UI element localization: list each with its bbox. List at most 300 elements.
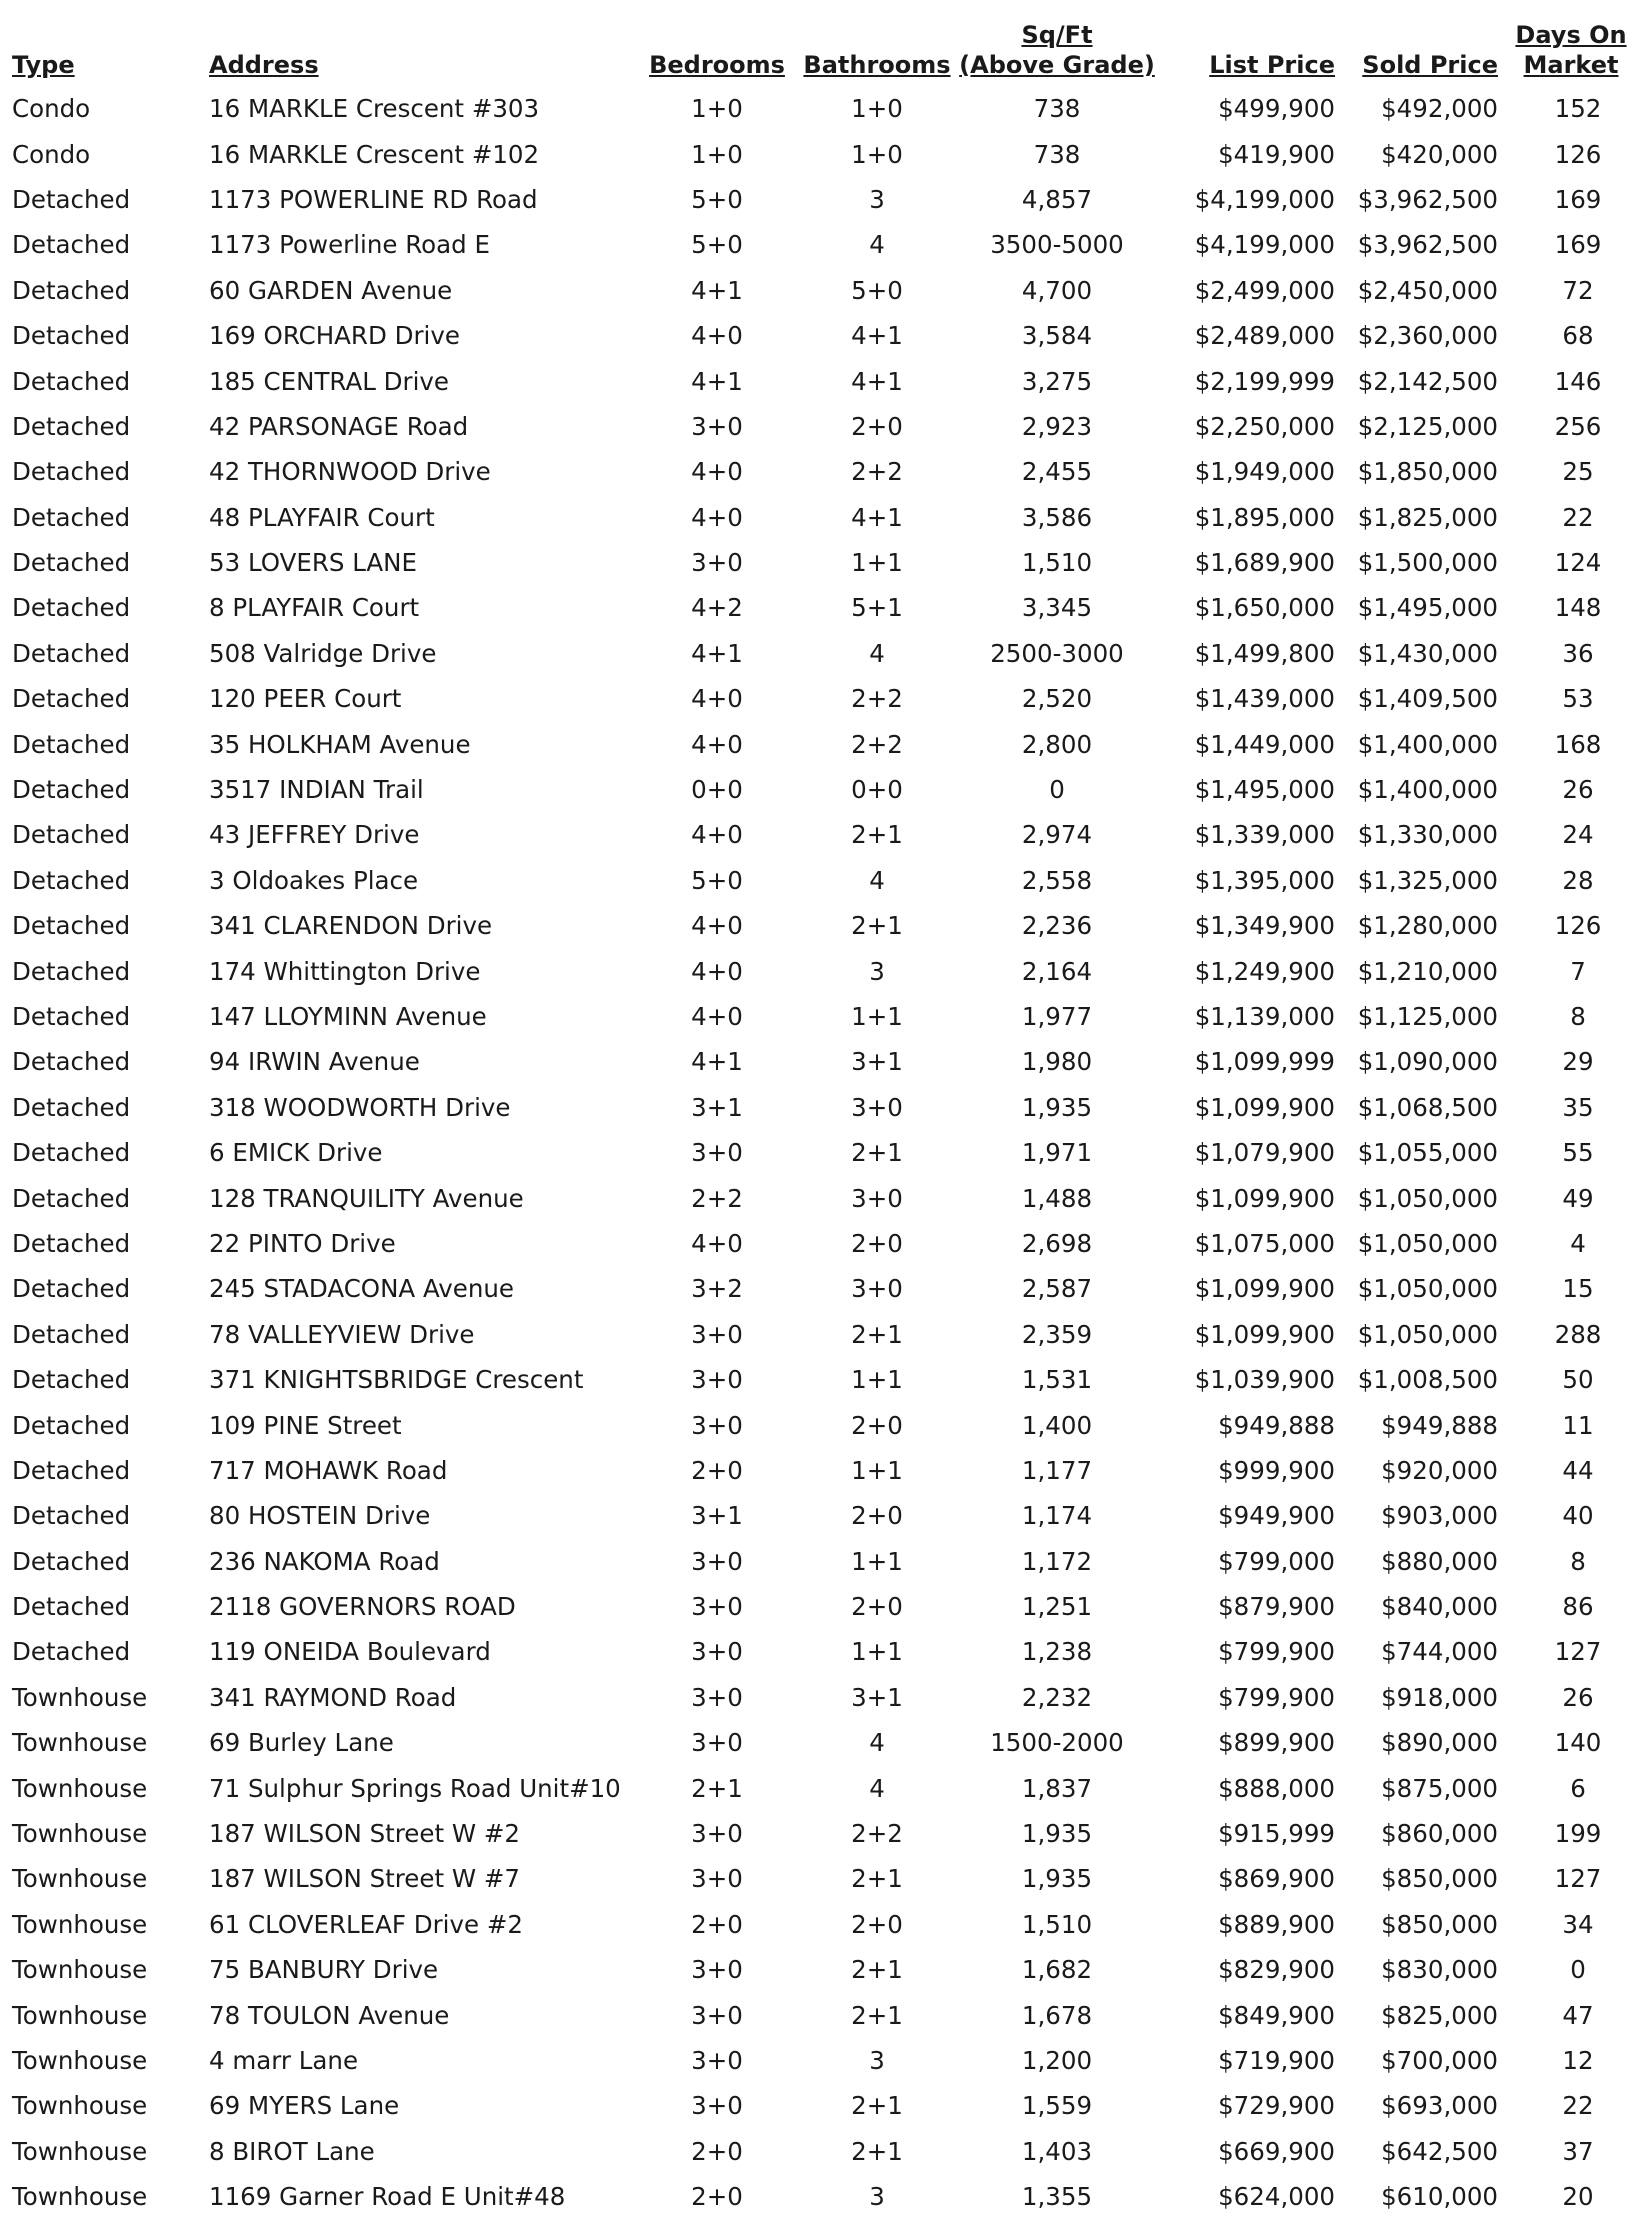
cell-days-on-market: 72 [1562,275,1594,305]
cell-bedrooms: 4+0 [691,820,743,850]
cell-list-price: $799,900 [1218,1682,1335,1712]
cell-list-price: $1,499,800 [1194,638,1335,668]
table-row [12,540,1644,585]
cell-days-on-market: 26 [1562,1682,1594,1712]
cell-address: 69 MYERS Lane [209,2091,400,2121]
cell-bedrooms: 5+0 [691,230,743,260]
cell-list-price: $888,000 [1218,1773,1335,1803]
cell-list-price: $869,900 [1218,1864,1335,1894]
table-row [12,903,1644,948]
cell-list-price: $1,439,000 [1194,684,1335,714]
cell-type: Detached [12,1002,131,1031]
header-sqft-line2: (Above Grade) [959,51,1155,79]
cell-list-price: $729,900 [1218,2091,1335,2121]
cell-sold-price: $2,142,500 [1357,366,1498,396]
cell-address: 119 ONEIDA Boulevard [209,1637,491,1667]
header-list-price-label: List Price [1209,51,1335,79]
cell-bedrooms: 3+0 [691,1365,743,1395]
cell-address: 42 PARSONAGE Road [209,411,469,441]
table-row [12,676,1644,721]
cell-days-on-market: 11 [1562,1410,1594,1440]
cell-sqft: 1,403 [1021,2136,1093,2166]
table-row [12,1720,1644,1765]
cell-type: Detached [12,1410,131,1440]
cell-bathrooms: 1+1 [851,548,903,578]
cell-list-price: $2,499,000 [1194,275,1335,305]
cell-list-price: $889,900 [1218,1909,1335,1939]
cell-list-price: $829,900 [1218,1955,1335,1985]
sales-table [12,20,1644,2219]
table-row [12,86,1644,131]
cell-sqft: 1,488 [1021,1183,1093,1213]
cell-sqft: 1,510 [1021,1909,1093,1939]
cell-address: 35 HOLKHAM Avenue [209,729,471,759]
cell-bathrooms: 2+1 [851,1864,903,1894]
cell-sqft: 1,200 [1021,2045,1093,2075]
cell-type: Detached [12,1455,131,1485]
cell-type: Detached [12,956,131,986]
cell-list-price: $949,900 [1218,1501,1335,1531]
cell-sold-price: $850,000 [1381,1864,1498,1894]
cell-type: Detached [12,275,131,305]
cell-bathrooms: 2+1 [851,820,903,850]
cell-address: 8 PLAYFAIR Court [209,593,420,623]
cell-list-price: $1,075,000 [1194,1228,1335,1258]
cell-type: Detached [12,1183,131,1213]
cell-days-on-market: 4 [1570,1228,1586,1258]
cell-type: Detached [12,457,131,487]
cell-list-price: $879,900 [1218,1592,1335,1622]
table-row [12,1947,1644,1992]
cell-address: 120 PEER Court [209,684,402,714]
cell-address: 8 BIROT Lane [209,2136,375,2166]
cell-bathrooms: 2+1 [851,2000,903,2030]
cell-bedrooms: 4+1 [691,366,743,396]
cell-address: 341 CLARENDON Drive [209,911,493,941]
cell-type: Detached [12,1228,131,1258]
cell-list-price: $1,079,900 [1194,1138,1335,1168]
table-row [12,495,1644,540]
cell-days-on-market: 68 [1562,321,1594,351]
cell-bathrooms: 1+1 [851,1455,903,1485]
cell-days-on-market: 44 [1562,1455,1594,1485]
cell-days-on-market: 49 [1562,1183,1594,1213]
cell-bathrooms: 3+1 [851,1682,903,1712]
cell-type: Detached [12,1546,131,1576]
cell-bedrooms: 3+0 [691,1592,743,1622]
cell-type: Detached [12,1092,131,1122]
header-dom-line1: Days On [1515,21,1627,49]
cell-sqft: 1,355 [1021,2182,1093,2212]
cell-type: Detached [12,230,131,260]
cell-type: Townhouse [12,2182,148,2212]
cell-address: 6 EMICK Drive [209,1138,383,1168]
table-row [12,1584,1644,1629]
cell-sold-price: $2,450,000 [1357,275,1498,305]
table-row [12,268,1644,313]
cell-sold-price: $1,050,000 [1357,1183,1498,1213]
cell-days-on-market: 288 [1554,1319,1602,1349]
cell-sold-price: $700,000 [1381,2045,1498,2075]
cell-sqft: 1,531 [1021,1365,1093,1395]
cell-list-price: $1,339,000 [1194,820,1335,850]
cell-list-price: $1,249,900 [1194,956,1335,986]
cell-bedrooms: 3+0 [691,2091,743,2121]
cell-address: 2118 GOVERNORS ROAD [209,1592,516,1622]
cell-days-on-market: 168 [1554,729,1602,759]
cell-bathrooms: 2+0 [851,1501,903,1531]
cell-bathrooms: 2+2 [851,684,903,714]
cell-sqft: 1500-2000 [990,1728,1124,1758]
cell-bathrooms: 2+0 [851,1410,903,1440]
cell-bedrooms: 4+1 [691,1047,743,1077]
cell-bathrooms: 2+1 [851,911,903,941]
cell-sold-price: $1,500,000 [1357,548,1498,578]
cell-sold-price: $1,050,000 [1357,1228,1498,1258]
cell-days-on-market: 50 [1562,1365,1594,1395]
cell-bathrooms: 2+1 [851,1319,903,1349]
cell-type: Detached [12,502,131,532]
cell-list-price: $624,000 [1218,2182,1335,2212]
header-dom-line2: Market [1523,51,1619,79]
cell-sqft: 1,837 [1021,1773,1093,1803]
cell-type: Townhouse [12,2000,148,2030]
cell-bedrooms: 4+0 [691,729,743,759]
cell-sqft: 2,698 [1021,1228,1093,1258]
cell-address: 53 LOVERS LANE [209,548,417,578]
cell-type: Detached [12,184,131,214]
cell-address: 42 THORNWOOD Drive [209,457,491,487]
cell-sqft: 2,232 [1021,1682,1093,1712]
cell-bathrooms: 4 [869,230,885,260]
cell-sold-price: $420,000 [1381,139,1498,169]
cell-type: Detached [12,366,131,396]
header-bedrooms-label: Bedrooms [649,51,785,79]
cell-sqft: 1,510 [1021,548,1093,578]
cell-type: Townhouse [12,2091,148,2121]
cell-sqft: 2500-3000 [990,638,1124,668]
cell-address: 187 WILSON Street W #2 [209,1819,520,1849]
table-row [12,1675,1644,1720]
cell-bathrooms: 1+1 [851,1002,903,1031]
cell-sold-price: $918,000 [1381,1682,1498,1712]
cell-address: 75 BANBURY Drive [209,1955,439,1985]
table-row [12,1402,1644,1447]
cell-list-price: $1,495,000 [1194,775,1335,805]
cell-address: 22 PINTO Drive [209,1228,396,1258]
cell-sqft: 2,455 [1021,457,1093,487]
cell-bathrooms: 3+0 [851,1274,903,1304]
table-row [12,1992,1644,2037]
cell-sqft: 3,345 [1021,593,1093,623]
table-row [12,1312,1644,1357]
cell-days-on-market: 47 [1562,2000,1594,2030]
cell-address: 80 HOSTEIN Drive [209,1501,431,1531]
cell-bathrooms: 0+0 [851,775,903,805]
cell-bedrooms: 4+1 [691,638,743,668]
cell-address: 174 Whittington Drive [209,956,481,986]
cell-bedrooms: 3+0 [691,2045,743,2075]
cell-days-on-market: 35 [1562,1092,1594,1122]
cell-bedrooms: 4+0 [691,1002,743,1031]
table-row [12,1175,1644,1220]
header-row [12,20,1644,86]
cell-sqft: 1,678 [1021,2000,1093,2030]
header-days-on-market [1498,20,1644,86]
cell-days-on-market: 199 [1554,1819,1602,1849]
cell-sqft: 3,275 [1021,366,1093,396]
cell-bedrooms: 4+0 [691,457,743,487]
cell-address: 169 ORCHARD Drive [209,321,460,351]
table-header [12,20,1644,86]
cell-type: Detached [12,1138,131,1168]
cell-address: 78 TOULON Avenue [209,2000,450,2030]
cell-bedrooms: 0+0 [691,775,743,805]
cell-sqft: 1,971 [1021,1138,1093,1168]
cell-address: 3 Oldoakes Place [209,865,419,895]
table-row [12,1266,1644,1311]
cell-bedrooms: 4+0 [691,911,743,941]
cell-sold-price: $1,068,500 [1357,1092,1498,1122]
cell-sqft: 1,177 [1021,1455,1093,1485]
cell-list-price: $949,888 [1218,1410,1335,1440]
table-row [12,1811,1644,1856]
cell-sqft: 2,558 [1021,865,1093,895]
cell-bathrooms: 4 [869,1728,885,1758]
cell-sqft: 0 [1049,775,1065,805]
cell-sqft: 1,400 [1021,1410,1093,1440]
cell-bedrooms: 3+0 [691,1410,743,1440]
cell-bathrooms: 5+0 [851,275,903,305]
cell-bathrooms: 2+2 [851,1819,903,1849]
cell-address: 185 CENTRAL Drive [209,366,449,396]
cell-days-on-market: 8 [1570,1546,1586,1576]
cell-bedrooms: 2+0 [691,2136,743,2166]
cell-type: Detached [12,321,131,351]
table-row [12,1085,1644,1130]
cell-bathrooms: 2+1 [851,1955,903,1985]
cell-list-price: $4,199,000 [1194,184,1335,214]
cell-list-price: $999,900 [1218,1455,1335,1485]
cell-sqft: 1,559 [1021,2091,1093,2121]
cell-sold-price: $1,008,500 [1357,1365,1498,1395]
cell-address: 128 TRANQUILITY Avenue [209,1183,524,1213]
cell-bathrooms: 3 [869,2045,885,2075]
cell-sold-price: $1,400,000 [1357,775,1498,805]
cell-bathrooms: 4 [869,1773,885,1803]
cell-address: 69 Burley Lane [209,1728,394,1758]
cell-days-on-market: 6 [1570,1773,1586,1803]
cell-bedrooms: 3+0 [691,1637,743,1667]
cell-address: 236 NAKOMA Road [209,1546,440,1576]
table-row [12,2174,1644,2219]
cell-sqft: 2,236 [1021,911,1093,941]
cell-days-on-market: 152 [1554,94,1602,124]
cell-list-price: $669,900 [1218,2136,1335,2166]
cell-bathrooms: 2+0 [851,1228,903,1258]
cell-list-price: $499,900 [1218,94,1335,124]
table-row [12,1539,1644,1584]
cell-type: Detached [12,1274,131,1304]
cell-bathrooms: 4 [869,865,885,895]
cell-days-on-market: 25 [1562,457,1594,487]
cell-address: 1169 Garner Road E Unit#48 [209,2182,566,2212]
cell-bedrooms: 2+1 [691,1773,743,1803]
cell-list-price: $1,349,900 [1194,911,1335,941]
cell-bathrooms: 5+1 [851,593,903,623]
cell-bedrooms: 4+0 [691,321,743,351]
cell-bathrooms: 2+0 [851,1909,903,1939]
cell-sold-price: $1,850,000 [1357,457,1498,487]
cell-sqft: 1,980 [1021,1047,1093,1077]
cell-bedrooms: 3+0 [691,2000,743,2030]
table-row [12,2129,1644,2174]
cell-list-price: $1,949,000 [1194,457,1335,487]
cell-bathrooms: 1+1 [851,1637,903,1667]
cell-sqft: 1,251 [1021,1592,1093,1622]
cell-days-on-market: 29 [1562,1047,1594,1077]
cell-bathrooms: 4+1 [851,502,903,532]
cell-sold-price: $2,360,000 [1357,321,1498,351]
cell-days-on-market: 53 [1562,684,1594,714]
cell-address: 245 STADACONA Avenue [209,1274,514,1304]
cell-address: 187 WILSON Street W #7 [209,1864,520,1894]
cell-address: 43 JEFFREY Drive [209,820,420,850]
table-row [12,1629,1644,1674]
cell-days-on-market: 28 [1562,865,1594,895]
cell-address: 94 IRWIN Avenue [209,1047,420,1077]
cell-bedrooms: 4+0 [691,502,743,532]
cell-bedrooms: 3+0 [691,548,743,578]
cell-type: Townhouse [12,2045,148,2075]
table-row [12,222,1644,267]
cell-type: Detached [12,1047,131,1077]
cell-type: Detached [12,820,131,850]
cell-type: Detached [12,775,131,805]
cell-address: 318 WOODWORTH Drive [209,1092,511,1122]
cell-bedrooms: 3+0 [691,1955,743,1985]
cell-sold-price: $1,125,000 [1357,1002,1498,1031]
cell-list-price: $1,689,900 [1194,548,1335,578]
cell-address: 16 MARKLE Crescent #303 [209,94,540,124]
cell-sold-price: $642,500 [1381,2136,1498,2166]
cell-sqft: 4,857 [1021,184,1093,214]
cell-sold-price: $830,000 [1381,1955,1498,1985]
cell-list-price: $1,139,000 [1194,1002,1335,1031]
cell-bedrooms: 4+0 [691,684,743,714]
cell-list-price: $1,039,900 [1194,1365,1335,1395]
cell-bedrooms: 3+1 [691,1501,743,1531]
cell-list-price: $1,449,000 [1194,729,1335,759]
cell-list-price: $1,099,900 [1194,1092,1335,1122]
header-bathrooms-label: Bathrooms [803,51,951,79]
cell-bedrooms: 3+0 [691,1864,743,1894]
header-sqft [957,20,1157,86]
cell-sqft: 3500-5000 [990,230,1124,260]
cell-type: Detached [12,1319,131,1349]
cell-sold-price: $903,000 [1381,1501,1498,1531]
cell-type: Detached [12,684,131,714]
cell-sold-price: $1,090,000 [1357,1047,1498,1077]
cell-bedrooms: 3+0 [691,1819,743,1849]
table-row [12,404,1644,449]
cell-days-on-market: 124 [1554,548,1602,578]
cell-days-on-market: 127 [1554,1864,1602,1894]
header-address-label: Address [209,51,319,79]
cell-bedrooms: 3+2 [691,1274,743,1304]
cell-sqft: 1,935 [1021,1819,1093,1849]
cell-list-price: $915,999 [1218,1819,1335,1849]
cell-bedrooms: 2+0 [691,1455,743,1485]
cell-list-price: $1,099,900 [1194,1183,1335,1213]
cell-bathrooms: 3+0 [851,1092,903,1122]
cell-address: 341 RAYMOND Road [209,1682,457,1712]
cell-list-price: $1,099,999 [1194,1047,1335,1077]
table-row [12,449,1644,494]
cell-type: Detached [12,411,131,441]
cell-address: 61 CLOVERLEAF Drive #2 [209,1909,523,1939]
cell-bathrooms: 4+1 [851,366,903,396]
cell-sqft: 2,587 [1021,1274,1093,1304]
cell-type: Condo [12,139,91,169]
cell-bedrooms: 2+0 [691,1909,743,1939]
cell-sqft: 3,586 [1021,502,1093,532]
table-row [12,131,1644,176]
cell-type: Detached [12,1501,131,1531]
cell-type: Detached [12,911,131,941]
table-row [12,2083,1644,2128]
cell-sold-price: $1,330,000 [1357,820,1498,850]
cell-address: 109 PINE Street [209,1410,402,1440]
cell-sqft: 1,174 [1021,1501,1093,1531]
table-row [12,1448,1644,1493]
cell-sold-price: $880,000 [1381,1546,1498,1576]
cell-sqft: 1,977 [1021,1002,1093,1031]
cell-sqft: 1,935 [1021,1864,1093,1894]
cell-list-price: $799,000 [1218,1546,1335,1576]
cell-bedrooms: 5+0 [691,184,743,214]
header-address [209,20,637,86]
cell-bathrooms: 2+0 [851,1592,903,1622]
cell-sqft: 2,164 [1021,956,1093,986]
cell-sold-price: $860,000 [1381,1819,1498,1849]
cell-address: 508 Valridge Drive [209,638,437,668]
cell-sqft: 1,172 [1021,1546,1093,1576]
cell-address: 48 PLAYFAIR Court [209,502,435,532]
cell-bathrooms: 1+1 [851,1365,903,1395]
cell-sold-price: $920,000 [1381,1455,1498,1485]
cell-bathrooms: 2+2 [851,457,903,487]
cell-type: Townhouse [12,1955,148,1985]
cell-list-price: $849,900 [1218,2000,1335,2030]
cell-type: Detached [12,865,131,895]
cell-sold-price: $890,000 [1381,1728,1498,1758]
cell-list-price: $799,900 [1218,1637,1335,1667]
header-list-price [1157,20,1335,86]
cell-bedrooms: 4+2 [691,593,743,623]
cell-days-on-market: 36 [1562,638,1594,668]
cell-days-on-market: 26 [1562,775,1594,805]
cell-bedrooms: 1+0 [691,94,743,124]
cell-address: 1173 Powerline Road E [209,230,490,260]
cell-sold-price: $1,280,000 [1357,911,1498,941]
cell-address: 1173 POWERLINE RD Road [209,184,538,214]
cell-list-price: $719,900 [1218,2045,1335,2075]
cell-list-price: $2,199,999 [1194,366,1335,396]
cell-days-on-market: 34 [1562,1909,1594,1939]
cell-sqft: 2,359 [1021,1319,1093,1349]
table-row [12,1039,1644,1084]
